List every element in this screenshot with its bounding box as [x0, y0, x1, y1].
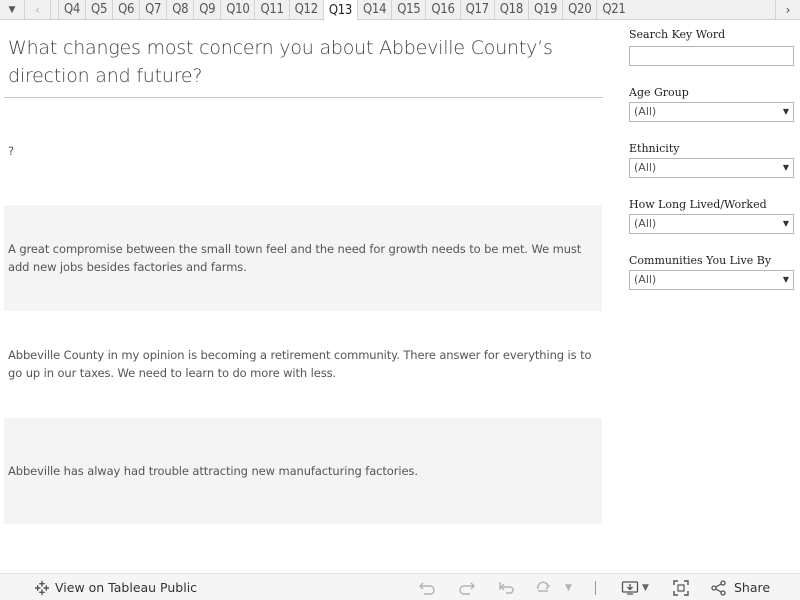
how-long-label: How Long Lived/Worked: [629, 197, 767, 211]
share-label: Share: [734, 580, 771, 595]
tab-q15[interactable]: Q15: [391, 0, 425, 19]
ethnicity-dropdown[interactable]: [629, 158, 794, 178]
dropdown-caret-icon: ▼: [782, 275, 789, 284]
filter-how-long: [629, 198, 795, 234]
response-row: [4, 205, 602, 312]
response-row: [4, 418, 602, 525]
refresh-options-dropdown[interactable]: [565, 574, 572, 600]
tab-q8[interactable]: Q8: [166, 0, 193, 19]
tab-q5[interactable]: Q5: [85, 0, 112, 19]
toolbar-divider: [595, 581, 596, 595]
filter-search: [629, 28, 795, 66]
download-button[interactable]: [621, 574, 649, 600]
revert-icon: [498, 580, 516, 596]
age-group-value: (All): [634, 105, 657, 118]
filter-age-group: [629, 86, 795, 122]
response-text: ?: [8, 144, 15, 159]
tab-q12[interactable]: Q12: [289, 0, 323, 19]
undo-button[interactable]: [418, 574, 436, 600]
tab-scroll-right-chevron-right-icon[interactable]: ›: [775, 0, 800, 19]
sheet-tabs: [58, 0, 631, 19]
share-icon: [710, 580, 728, 596]
tab-q11[interactable]: Q11: [254, 0, 288, 19]
communities-value: (All): [634, 273, 657, 286]
fullscreen-button[interactable]: [672, 574, 690, 600]
view-on-tableau-public-link[interactable]: [34, 574, 197, 600]
redo-icon: [458, 580, 476, 596]
download-icon: [621, 580, 639, 596]
filter-communities: [629, 254, 795, 290]
how-long-value: (All): [634, 217, 657, 230]
tab-q10[interactable]: Q10: [220, 0, 254, 19]
share-button[interactable]: [710, 574, 770, 600]
tab-menu-caret-down-icon[interactable]: ▼: [0, 0, 25, 19]
tab-scroll-left-chevron-left-icon[interactable]: ‹: [25, 0, 51, 19]
age-group-label: Age Group: [629, 85, 689, 99]
age-group-dropdown[interactable]: [629, 102, 794, 122]
tab-q6[interactable]: Q6: [112, 0, 139, 19]
refresh-button[interactable]: [535, 574, 553, 600]
refresh-icon: [535, 580, 553, 596]
sheet-tab-bar: [0, 0, 800, 20]
undo-icon: [418, 580, 436, 596]
response-row: [4, 98, 602, 205]
filter-panel: [629, 28, 795, 290]
ethnicity-value: (All): [634, 161, 657, 174]
response-text: Abbeville County in my opinion is becoming a retirement community. There answer for everything is to go up in our taxes. We need to learn to do more with less.: [8, 348, 592, 381]
ethnicity-label: Ethnicity: [629, 141, 680, 155]
tableau-logo-icon: [34, 580, 50, 596]
dropdown-caret-icon: ▼: [782, 163, 789, 172]
view-on-tableau-label: View on Tableau Public: [55, 580, 198, 595]
tab-q17[interactable]: Q17: [460, 0, 494, 19]
how-long-dropdown[interactable]: [629, 214, 794, 234]
fullscreen-icon: [672, 579, 690, 597]
search-keyword-input[interactable]: [629, 46, 794, 66]
page-title: What changes most concern you about Abbeville County’s direction and future?: [8, 37, 553, 87]
tab-q14[interactable]: Q14: [357, 0, 391, 19]
tab-q18[interactable]: Q18: [494, 0, 528, 19]
dropdown-caret-icon: ▼: [782, 107, 789, 116]
revert-button[interactable]: [498, 574, 516, 600]
communities-label: Communities You Live By: [629, 253, 772, 267]
tab-q4[interactable]: Q4: [58, 0, 85, 19]
response-list: [4, 98, 602, 524]
caret-down-icon: ▼: [642, 582, 649, 593]
communities-dropdown[interactable]: [629, 270, 794, 290]
tab-q19[interactable]: Q19: [528, 0, 562, 19]
tab-q9[interactable]: Q9: [193, 0, 220, 19]
dropdown-caret-icon: ▼: [782, 219, 789, 228]
bottom-toolbar: [0, 573, 800, 600]
tab-q13[interactable]: Q13: [323, 0, 357, 21]
response-text: A great compromise between the small town feel and the need for growth needs to be met. We must add new jobs besides factories and farms.: [8, 241, 582, 274]
response-text: Abbeville has alway had trouble attracting new manufacturing factories.: [8, 463, 418, 478]
tab-q21[interactable]: Q21: [596, 0, 630, 19]
response-row: [4, 311, 602, 418]
caret-down-icon: ▼: [565, 582, 572, 593]
tab-q7[interactable]: Q7: [139, 0, 166, 19]
filter-ethnicity: [629, 142, 795, 178]
tab-q16[interactable]: Q16: [425, 0, 459, 19]
tab-q20[interactable]: Q20: [562, 0, 596, 19]
search-label: Search Key Word: [629, 28, 726, 41]
redo-button[interactable]: [458, 574, 476, 600]
